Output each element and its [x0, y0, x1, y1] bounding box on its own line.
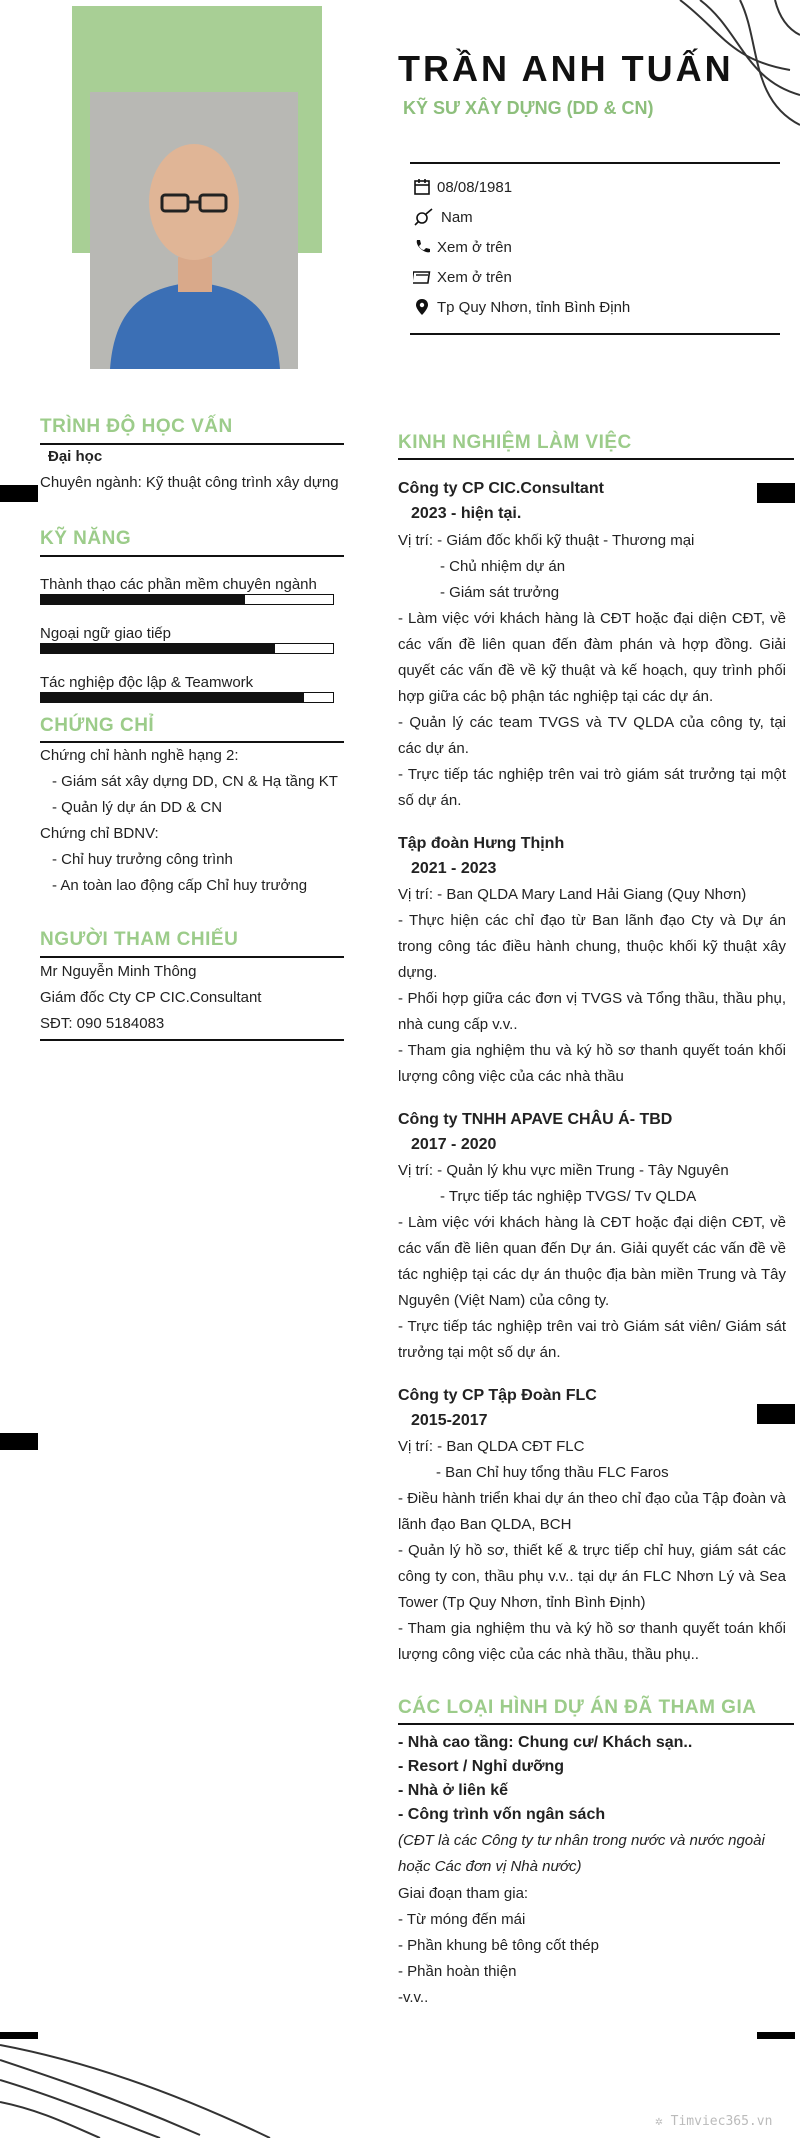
job-period: 2021 - 2023 [411, 860, 497, 877]
job-line: - Phối hợp giữa các đơn vị TVGS và Tổng thầu, thầu phụ, nhà cung cấp v.v.. [398, 990, 786, 1033]
reference-line: Mr Nguyễn Minh Thông [40, 963, 197, 980]
job-line: Vị trí: - Quản lý khu vực miền Trung - Tây Nguyên [398, 1162, 729, 1179]
project-stage: - Phần khung bê tông cốt thép [398, 1937, 599, 1954]
watermark-star-icon: ✲ [655, 2114, 671, 2129]
contact-phone [413, 237, 512, 257]
references-heading: NGƯỜI THAM CHIẾU [40, 929, 239, 950]
avatar [90, 92, 298, 369]
project-type: - Nhà ở liên kế [398, 1782, 509, 1799]
job-line: - Thực hiện các chỉ đạo từ Ban lãnh đạo Cty và Dự án trong công tác điều hành chung, thuộc khối kỹ thuật xây dựng. [398, 912, 786, 981]
job-line: Vị trí: - Giám đốc khối kỹ thuật - Thương mại [398, 532, 695, 549]
skill-label: Ngoại ngữ giao tiếp [40, 625, 171, 642]
certificate-line: - An toàn lao động cấp Chỉ huy trưởng [52, 877, 308, 894]
gender-icon [413, 208, 435, 226]
job-title: KỸ SƯ XÂY DỰNG (DD & CN) [403, 98, 654, 118]
job-line: - Quản lý hồ sơ, thiết kế & trực tiếp chỉ huy, giám sát các công ty con, thầu phụ v.v.. tại dự án FLC Nhơn Lý và Sea Tower (Tp Quy Nhơn, tỉnh Bình Định) [398, 1542, 786, 1611]
project-type: - Công trình vốn ngân sách [398, 1806, 606, 1823]
phone-icon [413, 238, 431, 256]
skill-bar [40, 692, 334, 703]
projects-rule [398, 1723, 794, 1725]
skills-heading: KỸ NĂNG [40, 528, 132, 549]
certificate-line: - Quản lý dự án DD & CN [52, 799, 223, 816]
project-type: - Nhà cao tầng: Chung cư/ Khách sạn.. [398, 1734, 693, 1751]
marker-right-1 [757, 483, 795, 503]
job-period: 2017 - 2020 [411, 1136, 497, 1153]
skills-rule [40, 555, 344, 557]
certificate-line: - Chỉ huy trưởng công trình [52, 851, 233, 868]
education-major: Chuyên ngành: Kỹ thuật công trình xây dựng [40, 474, 339, 491]
certificate-line: - Giám sát xây dựng DD, CN & Hạ tầng KT [52, 773, 338, 790]
education-heading: TRÌNH ĐỘ HỌC VẤN [40, 416, 233, 437]
calendar-icon [413, 178, 431, 196]
dob-value: 08/08/1981 [437, 178, 513, 196]
project-stage: - Phần hoàn thiện [398, 1963, 517, 1980]
contact-address [413, 297, 630, 317]
location-icon [413, 298, 431, 316]
job-line: - Giám sát trưởng [440, 584, 560, 601]
job-line: Vị trí: - Ban QLDA Mary Land Hải Giang (Quy Nhơn) [398, 886, 747, 903]
job-line: Vị trí: - Ban QLDA CĐT FLC [398, 1438, 585, 1455]
marker-right-3 [757, 2032, 795, 2039]
job-line: - Điều hành triển khai dự án theo chỉ đạo của Tập đoàn và lãnh đạo Ban QLDA, BCH [398, 1490, 786, 1533]
job-company: Công ty CP CIC.Consultant [398, 480, 604, 497]
skill-bar [40, 594, 334, 605]
project-note: (CĐT là các Công ty tư nhân trong nước và nước ngoài hoặc Các đơn vị Nhà nước) [398, 1832, 765, 1875]
email-icon [413, 268, 431, 286]
skill-bar [40, 643, 334, 654]
job-line: - Tham gia nghiệm thu và ký hồ sơ thanh quyết toán khối lượng công việc của các nhà thầu, thầu phụ.. [398, 1620, 786, 1663]
address-value: Tp Quy Nhơn, tỉnh Bình Định [437, 298, 631, 316]
certificate-line: Chứng chỉ hành nghề hạng 2: [40, 747, 239, 764]
job-line: - Trực tiếp tác nghiệp TVGS/ Tv QLDA [440, 1188, 697, 1205]
certificates-heading: CHỨNG CHỈ [40, 715, 155, 736]
job-company: Công ty TNHH APAVE CHÂU Á- TBD [398, 1111, 673, 1128]
project-type: - Resort / Nghỉ dưỡng [398, 1758, 565, 1775]
job-period: 2015-2017 [411, 1412, 488, 1429]
job-line: - Tham gia nghiệm thu và ký hồ sơ thanh quyết toán khối lượng công việc của các nhà thầu [398, 1042, 786, 1085]
job-line: - Làm việc với khách hàng là CĐT hoặc đại diện CĐT, về các vấn đề liên quan đến đàm phán và hợp đồng. Giải quyết các vấn đề về kỹ thuật và kế hoạch, quy trình phối hợp giữa các bộ phận tác nghiệp tại các dự án. [398, 610, 786, 705]
job-line: - Ban Chỉ huy tổng thầu FLC Faros [436, 1464, 669, 1481]
experience-heading: KINH NGHIỆM LÀM VIỆC [398, 432, 632, 453]
experience-rule [398, 458, 794, 460]
phone-value: Xem ở trên [437, 238, 512, 256]
contact-dob [413, 177, 512, 197]
job-line: - Trực tiếp tác nghiệp trên vai trò giám sát trưởng tại một số dự án. [398, 766, 786, 809]
references-rule-bottom [40, 1039, 344, 1041]
project-stage: -v.v.. [398, 1989, 429, 2006]
certificate-line: Chứng chỉ BDNV: [40, 825, 159, 842]
project-stage: - Từ móng đến mái [398, 1911, 526, 1928]
email-value: Xem ở trên [437, 268, 512, 286]
reference-line: Giám đốc Cty CP CIC.Consultant [40, 989, 262, 1006]
job-line: - Chủ nhiệm dự án [440, 558, 566, 575]
marker-right-2 [757, 1404, 795, 1424]
skill-label: Thành thạo các phần mềm chuyên ngành [40, 576, 317, 593]
references-rule [40, 956, 344, 958]
job-period: 2023 - hiện tại. [411, 505, 522, 522]
marker-left-2 [0, 1433, 38, 1450]
decorative-curves-bottom [0, 2040, 280, 2138]
job-company: Công ty CP Tập Đoàn FLC [398, 1387, 597, 1404]
marker-left-3 [0, 2032, 38, 2039]
education-degree: Đại học [48, 448, 103, 465]
skill-label: Tác nghiệp độc lập & Teamwork [40, 674, 254, 691]
contact-email [413, 267, 512, 287]
marker-left-1 [0, 485, 38, 502]
contact-divider-top [410, 162, 780, 164]
project-stage-label: Giai đoạn tham gia: [398, 1885, 529, 1902]
watermark [655, 2114, 772, 2129]
reference-line: SĐT: 090 5184083 [40, 1015, 165, 1032]
candidate-name: TRẦN ANH TUẤN [398, 48, 734, 89]
job-line: - Làm việc với khách hàng là CĐT hoặc đại diện CĐT, về các vấn đề liên quan đến Dự án. Giải quyết các vấn đề về tác nghiệp tại các dự án thuộc địa bàn miền Trung và Tây Nguyên (Việt Nam) của công ty. [398, 1214, 786, 1309]
job-line: - Quản lý các team TVGS và TV QLDA của công ty, tại các dự án. [398, 714, 786, 757]
watermark-text: Timviec365.vn [670, 2114, 773, 2129]
projects-heading: CÁC LOẠI HÌNH DỰ ÁN ĐÃ THAM GIA [398, 1697, 757, 1718]
contact-gender [413, 207, 473, 227]
gender-value: Nam [441, 208, 473, 226]
contact-divider-bottom [410, 333, 780, 335]
job-company: Tập đoàn Hưng Thịnh [398, 835, 565, 852]
job-line: - Trực tiếp tác nghiệp trên vai trò Giám sát viên/ Giám sát trưởng tại một số dự án. [398, 1318, 786, 1361]
